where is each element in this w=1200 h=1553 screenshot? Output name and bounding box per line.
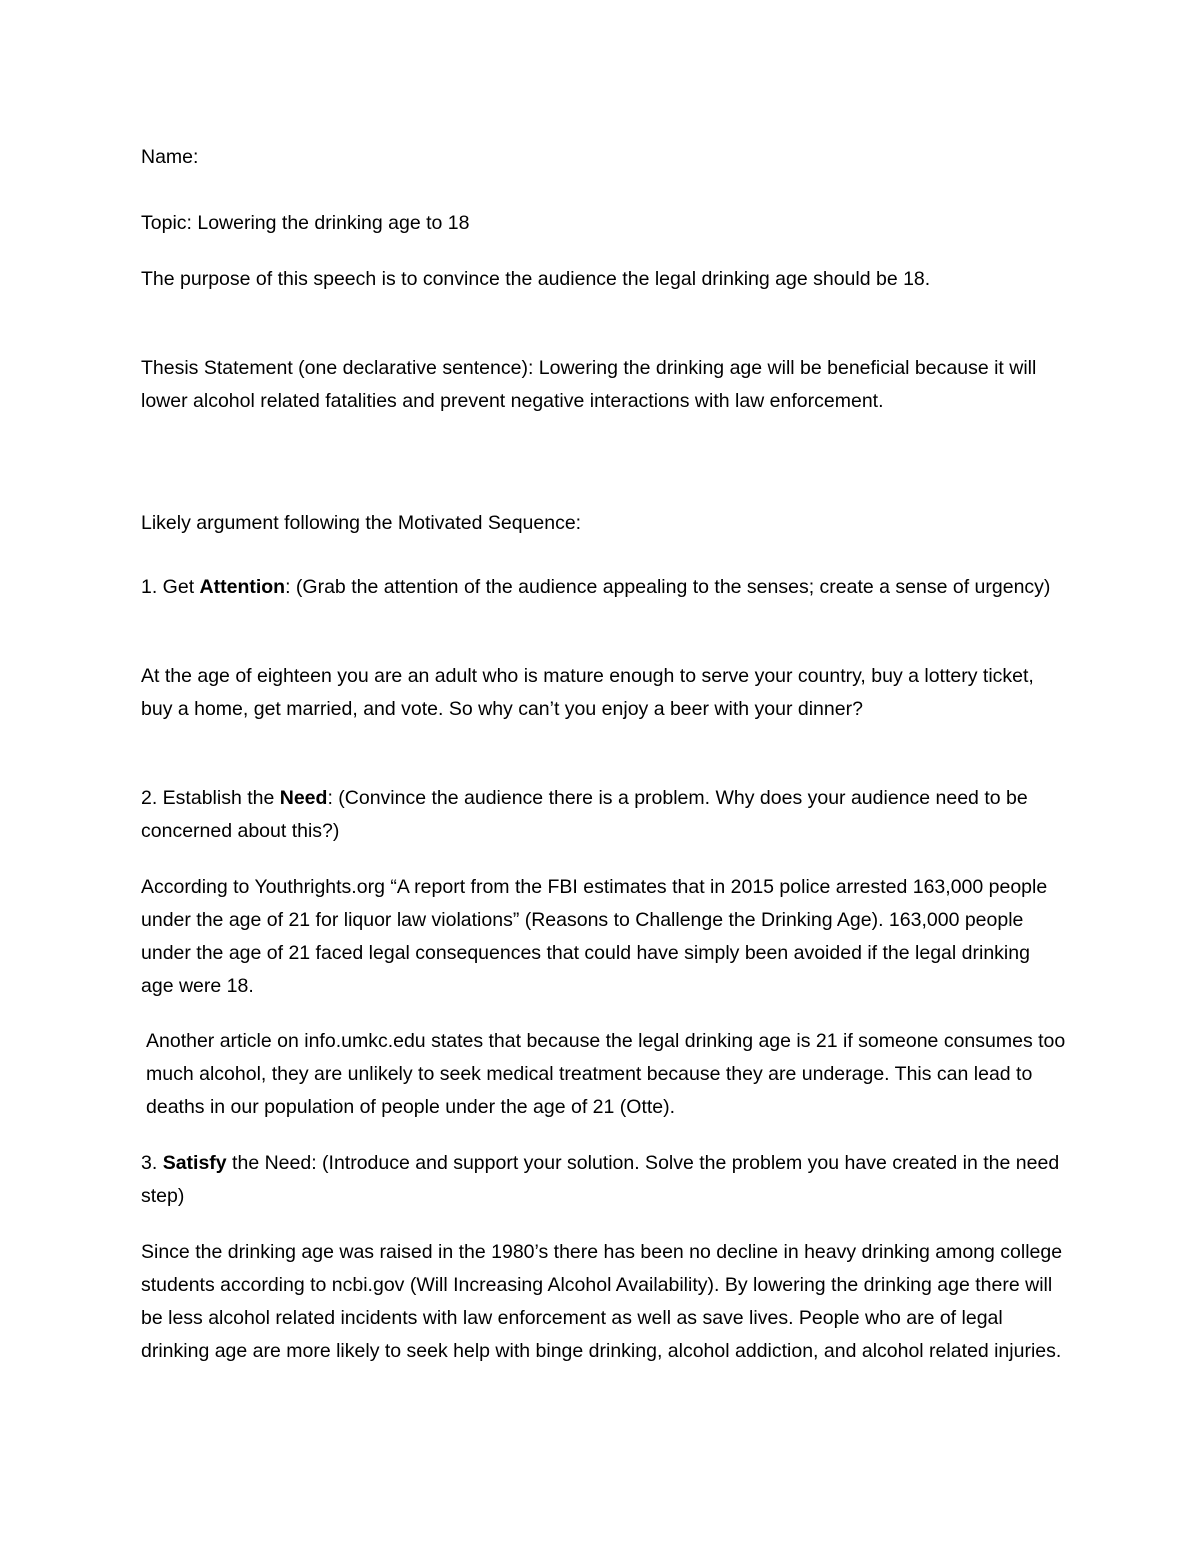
step-2-heading — [141, 782, 1066, 848]
step-3-heading — [141, 1147, 1066, 1213]
step-1-instruction: : (Grab the attention of the audience appealing to the senses; create a sense of urgency) — [285, 576, 1051, 598]
step-1-body: At the age of eighteen you are an adult who is mature enough to serve your country, buy a lottery ticket, buy a home, get married, and vote. So why can’t you enjoy a beer with your dinner? — [141, 665, 1034, 720]
step-2-keyword: Need — [279, 787, 328, 809]
step-1-prefix: 1. Get — [141, 576, 200, 598]
step-3-body: Since the drinking age was raised in the 1980’s there has been no decline in heavy drinking among college students according to ncbi.gov (Will Increasing Alcohol Availability). By lowering the drinking age there will be less alcohol related incidents with law enforcement as well as save lives. People who are of legal drinking age are more likely to seek help with binge drinking, alcohol addiction, and alcohol related injuries. — [141, 1241, 1063, 1362]
step-3-prefix: 3. — [141, 1152, 163, 1174]
purpose-statement: The purpose of this speech is to convince the audience the legal drinking age should be 18. — [141, 268, 931, 290]
step-2-instruction: : (Convince the audience there is a problem. Why does your audience need to be concerned about this?) — [141, 787, 1028, 842]
topic-line: Topic: Lowering the drinking age to 18 — [141, 212, 470, 234]
step-3-keyword: Satisfy — [162, 1152, 227, 1174]
step-1-heading — [141, 571, 1066, 604]
likely-argument-heading: Likely argument following the Motivated Sequence: — [141, 512, 582, 534]
step-3-instruction: the Need: (Introduce and support your solution. Solve the problem you have created in the need step) — [141, 1152, 1060, 1207]
step-2-body-1: According to Youthrights.org “A report from the FBI estimates that in 2015 police arrested 163,000 people under the age of 21 for liquor law violations” (Reasons to Challenge the Drinking Age). 163,000 people under the age of 21 faced legal consequences that could have simply been avoided if the legal drinking age were 18. — [141, 876, 1048, 997]
name-label: Name: — [141, 146, 199, 168]
step-2-body-2: Another article on info.umkc.edu states that because the legal drinking age is 21 if someone consumes too much alcohol, they are unlikely to seek medical treatment because they are underage. This can lead to deaths in our population of people under the age of 21 (Otte). — [146, 1030, 1066, 1118]
step-1-keyword: Attention — [199, 576, 286, 598]
step-2-prefix: 2. Establish the — [141, 787, 280, 809]
thesis-statement: Thesis Statement (one declarative sentence): Lowering the drinking age will be beneficial because it will lower alcohol related fatalities and prevent negative interactions with law enforcement. — [141, 357, 1037, 412]
